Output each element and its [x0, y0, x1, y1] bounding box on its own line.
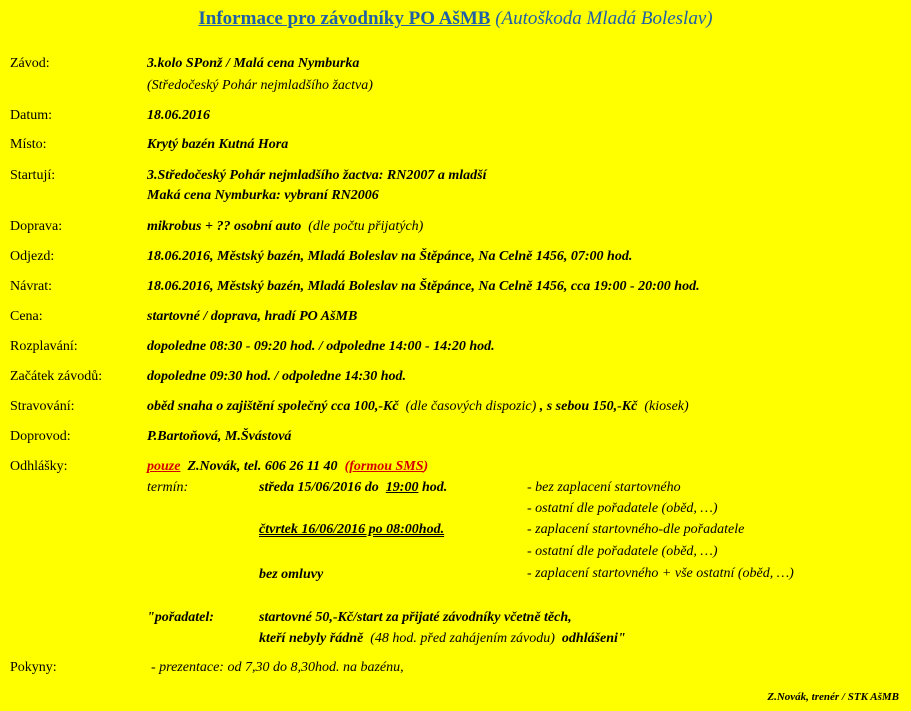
label-navrat: Návrat:	[10, 279, 52, 294]
value-navrat: 18.06.2016, Městský bazén, Mladá Boleslav na Štěpánce, Na Celně 1456, cca 19:00 - 20:00 hod.	[147, 279, 700, 294]
termin-2-note-1: - zaplacení startovného-dle pořadatele	[527, 522, 745, 537]
value-zacatek: dopoledne 09:30 hod. / odpoledne 14:30 hod.	[147, 369, 406, 384]
stravovani-note: (dle časových dispozic)	[405, 399, 537, 414]
label-datum: Datum:	[10, 108, 52, 123]
poradatel-line-1: startovné 50,-Kč/start za přijaté závodníky včetně těch,	[259, 610, 572, 625]
value-pokyny: - prezentace: od 7,30 do 8,30hod. na bazénu,	[151, 660, 404, 675]
poradatel-line-2-b: (48 hod. před zahájením závodu)	[370, 631, 555, 646]
label-zavod: Závod:	[10, 56, 50, 71]
poradatel-line-2-c: odhlášeni"	[561, 631, 626, 646]
poradatel-label: "pořadatel:	[147, 610, 214, 625]
label-odhlasky: Odhlášky:	[10, 459, 68, 474]
page-title	[0, 8, 911, 30]
termin-1-hod: hod.	[421, 480, 448, 495]
poradatel-line-2	[259, 630, 626, 648]
poradatel-line-2-a: kteří nebyly řádně	[259, 631, 364, 646]
value-misto: Krytý bazén Kutná Hora	[147, 137, 289, 152]
value-zavod: 3.kolo SPonž / Malá cena Nymburka	[147, 56, 360, 71]
termin-1	[259, 479, 447, 497]
title-subtitle: (Autoškoda Mladá Boleslav)	[495, 8, 713, 29]
odhlasky-sms-open: (	[344, 459, 350, 474]
termin-3: bez omluvy	[259, 567, 324, 582]
value-odhlasky	[147, 458, 428, 476]
termin-label: termín:	[147, 480, 189, 495]
value-zavod-sub: (Středočeský Pohár nejmladšího žactva)	[147, 78, 373, 93]
doprava-note: (dle počtu přijatých)	[308, 219, 424, 234]
termin-1-time: 19:00	[385, 480, 419, 495]
label-pokyny: Pokyny:	[10, 660, 57, 675]
footer-signature: Z.Novák, trenér / STK AšMB	[767, 691, 899, 703]
value-doprava	[147, 218, 423, 236]
stravovani-pocket-money: , s sebou 150,-Kč	[539, 399, 638, 414]
stravovani-lunch: oběd snaha o zajištění společný cca 100,-Kč	[147, 399, 399, 414]
label-odjezd: Odjezd:	[10, 249, 55, 264]
termin-3-note: - zaplacení startovného + vše ostatní (oběd, …)	[527, 566, 794, 581]
value-doprovod: P.Bartoňová, M.Švástová	[147, 429, 292, 444]
value-rozplavani: dopoledne 08:30 - 09:20 hod. / odpoledne 14:00 - 14:20 hod.	[147, 339, 495, 354]
odhlasky-contact: Z.Novák, tel. 606 26 11 40	[187, 459, 338, 474]
label-startuji: Startují:	[10, 168, 56, 183]
termin-1-date: středa 15/06/2016 do	[259, 480, 379, 495]
odhlasky-pouze: pouze	[147, 459, 181, 474]
value-cena: startovné / doprava, hradí PO AšMB	[147, 309, 358, 324]
label-doprava: Doprava:	[10, 219, 63, 234]
label-cena: Cena:	[10, 309, 43, 324]
value-datum: 18.06.2016	[147, 108, 210, 123]
termin-1-note-2: - ostatní dle pořadatele (oběd, …)	[527, 501, 718, 516]
label-misto: Místo:	[10, 137, 47, 152]
value-odjezd: 18.06.2016, Městský bazén, Mladá Boleslav na Štěpánce, Na Celně 1456, 07:00 hod.	[147, 249, 633, 264]
label-doprovod: Doprovod:	[10, 429, 71, 444]
doprava-vehicles: mikrobus + ?? osobní auto	[147, 219, 302, 234]
value-startuji-2: Maká cena Nymburka: vybraní RN2006	[147, 188, 379, 203]
odhlasky-sms: formou SMS	[349, 459, 424, 474]
termin-2-note-2: - ostatní dle pořadatele (oběd, …)	[527, 544, 718, 559]
value-startuji-1: 3.Středočeský Pohár nejmladšího žactva: RN2007 a mladší	[147, 168, 487, 183]
label-rozplavani: Rozplavání:	[10, 339, 78, 354]
label-zacatek: Začátek závodů:	[10, 369, 103, 384]
termin-2: čtvrtek 16/06/2016 po 08:00hod.	[259, 522, 445, 537]
label-stravovani: Stravování:	[10, 399, 75, 414]
termin-1-note-1: - bez zaplacení startovného	[527, 480, 681, 495]
stravovani-kiosk: (kiosek)	[644, 399, 689, 414]
odhlasky-sms-close: )	[423, 459, 429, 474]
title-main: Informace pro závodníky PO AšMB	[198, 8, 491, 29]
value-stravovani	[147, 398, 689, 416]
